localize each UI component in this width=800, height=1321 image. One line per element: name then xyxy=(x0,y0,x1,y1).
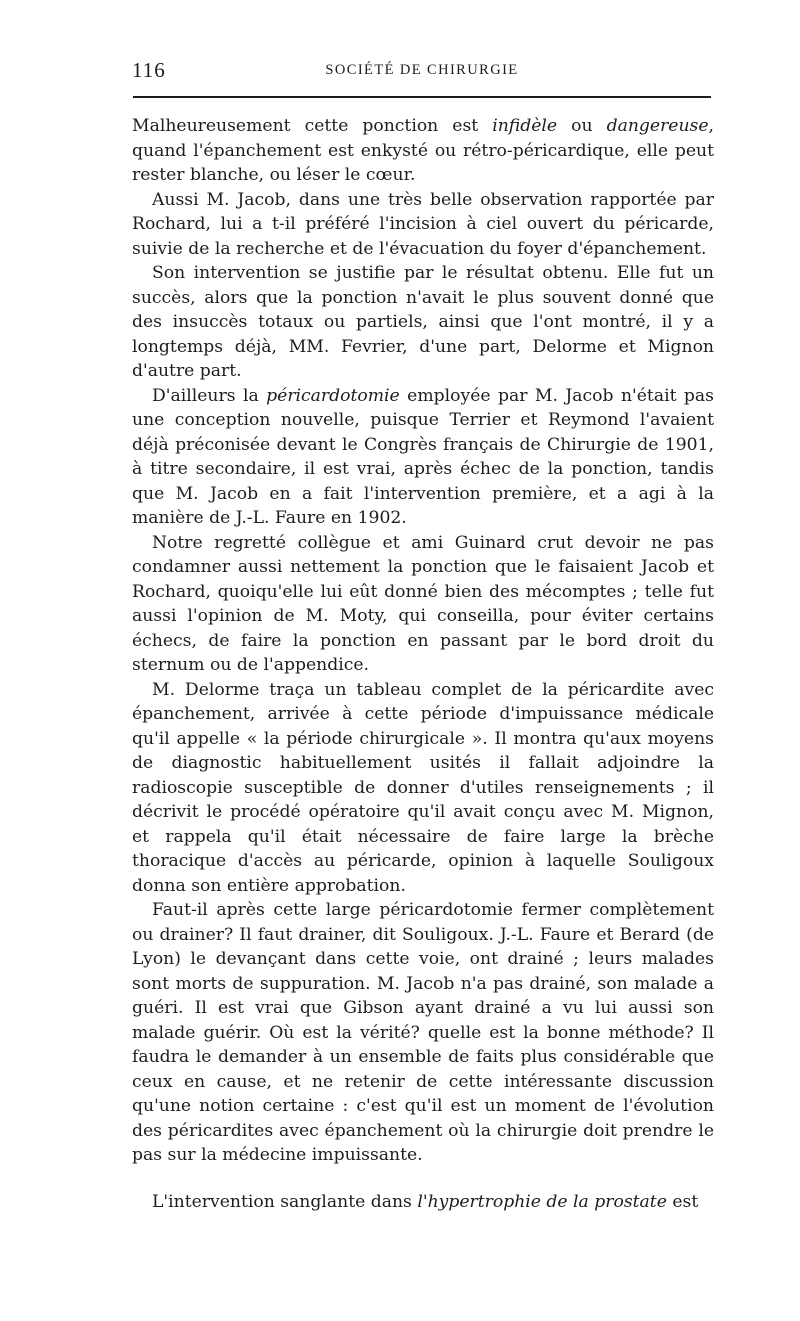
paragraph xyxy=(132,188,714,262)
text-run: Aussi M. Jacob, dans une très belle observation rapportée par Rochard, lui a t-il préféré l'incision à ciel ouvert du péricarde, suivie de la recherche et de l'évacuation du foyer d'épanchement. xyxy=(132,189,714,259)
header-rule xyxy=(133,96,711,98)
text-run: ou xyxy=(557,116,607,136)
text-run: est xyxy=(666,1191,699,1212)
page-number: 116 xyxy=(132,58,166,82)
text-run: Son intervention se justifie par le résultat obtenu. Elle fut un succès, alors que la ponction n'avait le plus souvent donné que des insuccès totaux ou partiels, ainsi que l'ont montré, il y a longtemps déjà, MM. Fevrier, d'une part, Delorme et Mignon d'autre part. xyxy=(132,263,714,381)
paragraph xyxy=(132,678,714,899)
paragraph xyxy=(132,114,714,188)
italic-text: péricardotomie xyxy=(266,385,400,406)
text-run: employée par M. Jacob n'était pas une conception nouvelle, puisque Terrier et Reymond l'avaient déjà préconisée devant le Congrès français de Chirurgie de 1901, à titre secondaire, il est vrai, après échec de la ponction, tandis que M. Jacob en a fait l'intervention première, et a agi à la manière de J.-L. Faure en 1902. xyxy=(132,385,714,528)
text-run: M. Delorme traça un tableau complet de la péricardite avec épanchement, arrivée à cette période d'impuissance médicale qu'il appelle « la période chirurgicale ». Il montra qu'aux moyens de diagnostic habituellement usités il fallait adjoindre la radioscopie susceptible de donner d'utiles renseignements ; il décrivit le procédé opératoire qu'il avait conçu avec M. Mignon, et rappela qu'il était nécessaire de faire large la brèche thoracique d'accès au péricarde, opinion à laquelle Souligoux donna son entière approbation. xyxy=(132,679,714,896)
page-header xyxy=(132,58,712,88)
text-run: , quand l'épanchement est enkysté ou rétro-péricardique, elle peut rester blanche, ou léser le cœur. xyxy=(132,116,714,185)
paragraph xyxy=(132,384,714,531)
italic-text: l'hypertrophie de la prostate xyxy=(417,1191,667,1212)
text-run: Notre regretté collègue et ami Guinard crut devoir ne pas condamner aussi nettement la ponction que le faisaient Jacob et Rochard, quoiqu'elle lui eût donné bien des mécomptes ; telle fut aussi l'opinion de M. Moty, qui conseilla, pour éviter certains échecs, de faire la ponction en passant par le bord droit du sternum ou de l'appendice. xyxy=(132,532,714,675)
paragraph xyxy=(132,1190,714,1215)
paragraph xyxy=(132,261,714,384)
text-run: Malheureusement cette ponction est xyxy=(132,116,493,136)
text-run: Faut-il après cette large péricardotomie fermer complètement ou drainer? Il faut drainer, dit Souligoux. J.-L. Faure et Berard (de Lyon) le devançant dans cette voie, ont drainé ; leurs malades sont morts de suppuration. M. Jacob n'a pas drainé, son malade a guéri. Il est vrai que Gibson ayant drainé a vu lui aussi son malade guérir. Où est la vérité? quelle est la bonne méthode? Il faudra le demander à un ensemble de faits plus considérable que ceux en cause, et ne retenir de cette intéressante discussion qu'une notion certaine : c'est qu'il est un moment de l'évolution des péricardites avec épanchement où la chirurgie doit prendre le pas sur la médecine impuissante. xyxy=(132,900,714,1165)
text-run: L'intervention sanglante dans xyxy=(152,1191,418,1212)
body-text xyxy=(132,114,714,1214)
running-title: SOCIÉTÉ DE CHIRURGIE xyxy=(325,62,519,78)
paragraph xyxy=(132,898,714,1168)
italic-text: infidèle xyxy=(492,116,558,136)
italic-text: dangereuse xyxy=(606,116,709,136)
text-run: D'ailleurs la xyxy=(152,385,267,406)
paragraph xyxy=(132,531,714,678)
